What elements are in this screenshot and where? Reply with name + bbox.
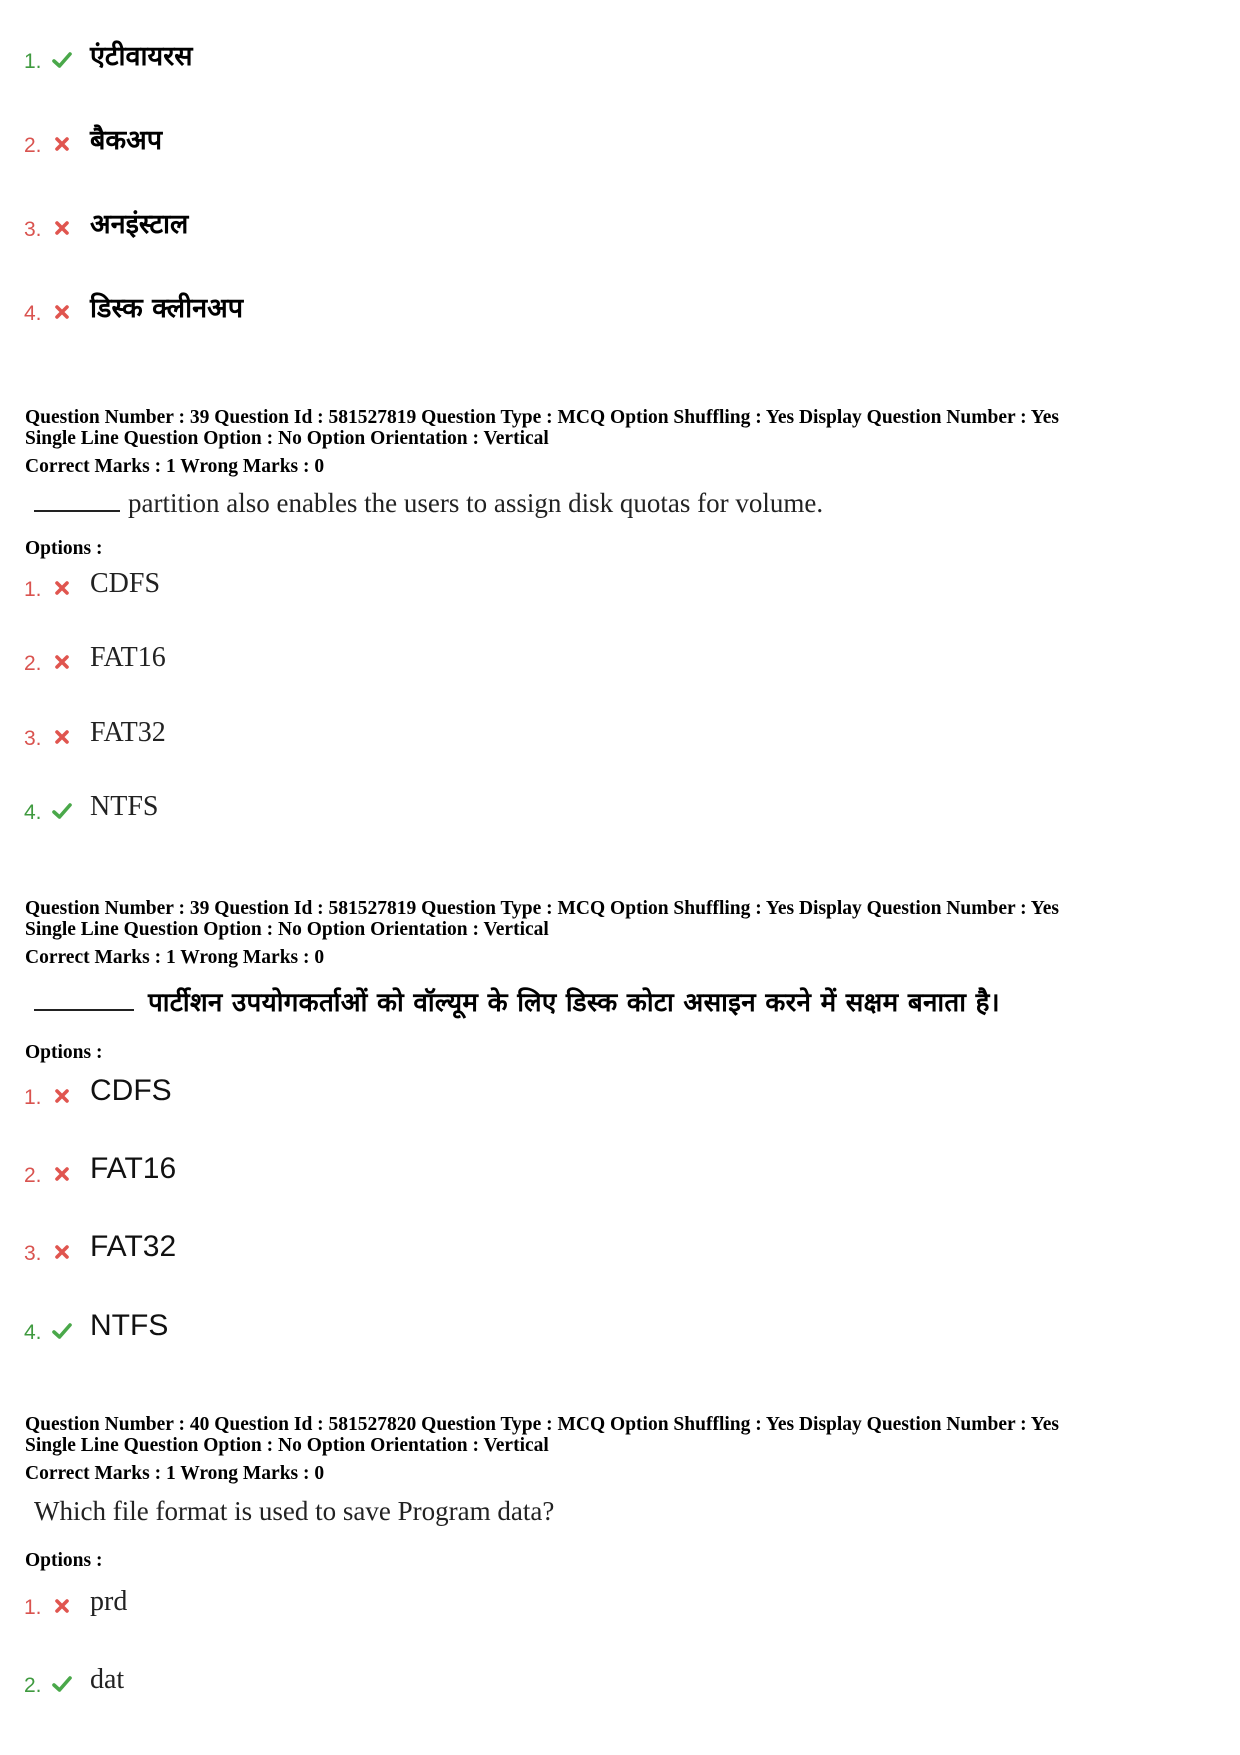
marks-line: Correct Marks : 1 Wrong Marks : 0 xyxy=(25,947,325,968)
options-label: Options : xyxy=(25,1042,103,1063)
check-icon xyxy=(52,1674,72,1694)
option-text: FAT16 xyxy=(90,1152,177,1185)
option-number: 4. xyxy=(24,1321,42,1344)
meta-line-1: Question Number : 40 Question Id : 581527820 Question Type : MCQ Option Shuffling : Yes Display Question Number : Yes xyxy=(25,1414,1059,1435)
question-meta xyxy=(25,898,1225,968)
meta-line-1: Question Number : 39 Question Id : 581527819 Question Type : MCQ Option Shuffling : Yes Display Question Number : Yes xyxy=(25,898,1059,919)
option-number: 4. xyxy=(24,801,42,824)
option-text: NTFS xyxy=(90,1309,169,1342)
check-icon xyxy=(52,1321,72,1341)
option-text: CDFS xyxy=(90,1074,172,1107)
option-text: CDFS xyxy=(90,568,161,599)
check-icon xyxy=(52,801,72,821)
option-text: बैकअप xyxy=(90,125,163,156)
option-text: prd xyxy=(90,1586,128,1617)
cross-icon xyxy=(52,652,72,672)
option-number: 2. xyxy=(24,652,42,675)
option-number: 3. xyxy=(24,727,42,750)
option-text: NTFS xyxy=(90,791,159,822)
option-number: 1. xyxy=(24,578,42,601)
question-meta xyxy=(25,1414,1225,1484)
option-text: FAT32 xyxy=(90,717,166,748)
marks-line: Correct Marks : 1 Wrong Marks : 0 xyxy=(25,456,325,477)
cross-icon xyxy=(52,578,72,598)
option-number: 2. xyxy=(24,1674,42,1697)
cross-icon xyxy=(52,1596,72,1616)
question-text-body: partition also enables the users to assign disk quotas for volume. xyxy=(128,488,824,518)
option-number: 4. xyxy=(24,302,42,325)
marks-line: Correct Marks : 1 Wrong Marks : 0 xyxy=(25,1463,325,1484)
question-meta xyxy=(25,407,1225,477)
meta-line-2: Single Line Question Option : No Option Orientation : Vertical xyxy=(25,1435,549,1456)
cross-icon xyxy=(52,1164,72,1184)
cross-icon xyxy=(52,1086,72,1106)
cross-icon xyxy=(52,727,72,747)
option-text: अनइंस्टाल xyxy=(90,209,189,240)
option-text: FAT16 xyxy=(90,642,166,673)
options-label: Options : xyxy=(25,538,103,559)
meta-line-2: Single Line Question Option : No Option Orientation : Vertical xyxy=(25,428,549,449)
question-text-body: पार्टीशन उपयोगकर्ताओं को वॉल्यूम के लिए डिस्क कोटा असाइन करने में सक्षम बनाता है। xyxy=(148,988,1000,1018)
option-text: FAT32 xyxy=(90,1230,177,1263)
answer-blank xyxy=(34,510,120,512)
option-number: 3. xyxy=(24,218,42,241)
option-text: dat xyxy=(90,1664,125,1695)
option-number: 1. xyxy=(24,1596,42,1619)
option-number: 1. xyxy=(24,1086,42,1109)
meta-line-2: Single Line Question Option : No Option Orientation : Vertical xyxy=(25,919,549,940)
question-text xyxy=(34,990,1000,1016)
question-text: Which file format is used to save Program data? xyxy=(34,1496,555,1526)
answer-blank xyxy=(34,1009,134,1011)
cross-icon xyxy=(52,1242,72,1262)
check-icon xyxy=(52,50,72,70)
option-number: 2. xyxy=(24,134,42,157)
option-text: एंटीवायरस xyxy=(90,41,193,72)
cross-icon xyxy=(52,218,72,238)
option-number: 1. xyxy=(24,50,42,73)
cross-icon xyxy=(52,302,72,322)
option-number: 3. xyxy=(24,1242,42,1265)
question-text xyxy=(34,490,823,517)
cross-icon xyxy=(52,134,72,154)
meta-line-1: Question Number : 39 Question Id : 581527819 Question Type : MCQ Option Shuffling : Yes Display Question Number : Yes xyxy=(25,407,1059,428)
option-number: 2. xyxy=(24,1164,42,1187)
options-label: Options : xyxy=(25,1550,103,1571)
option-text: डिस्क क्लीनअप xyxy=(90,293,244,324)
